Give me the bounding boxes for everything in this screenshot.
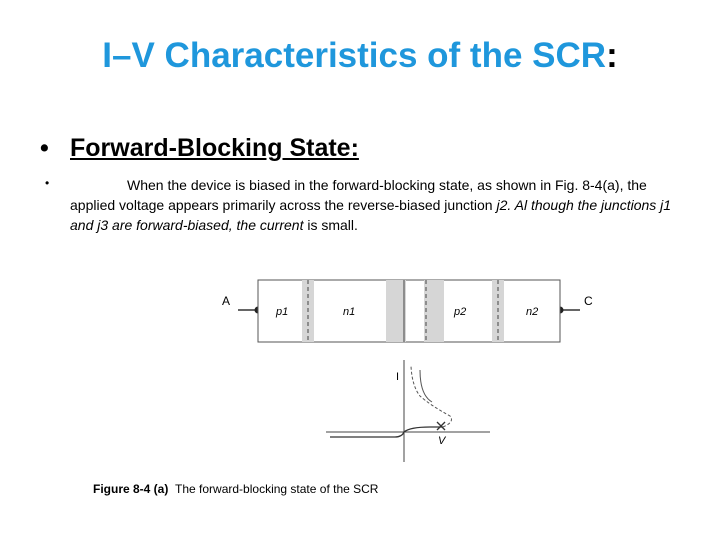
v-axis-label: V [438, 435, 446, 447]
sub-bullet-dot: • [45, 176, 50, 190]
on-state-curve [420, 370, 432, 402]
figure-caption-text: The forward-blocking state of the SCR [175, 482, 379, 496]
title-text: I–V Characteristics of the SCR [102, 36, 607, 75]
paragraph-part-2: is small. [303, 217, 358, 233]
i-axis-label: I [396, 371, 400, 383]
bullet-dot: • [40, 134, 49, 162]
junction-j2-right-region [424, 280, 444, 342]
region-n1: n1 [343, 306, 356, 318]
heading-text: Forward-Blocking State: [70, 134, 359, 162]
reverse-curve [330, 432, 404, 437]
figure-caption [93, 482, 378, 496]
cathode-label: C [584, 294, 593, 308]
breakover-curve [411, 366, 451, 427]
anode-label: A [222, 294, 231, 308]
paragraph-italic: j2. Al though the junctions j1 and j3 are forward-biased, the current [70, 197, 672, 233]
paragraph-part-1: When the device is biased in the forward-blocking state, as shown in Fig. 8-4(a), the applied voltage appears primarily across the reverse-biased junction [70, 177, 647, 213]
region-n2: n2 [526, 306, 539, 318]
figure-number: Figure 8-4 (a) [93, 482, 169, 496]
junction-j2-left-region [386, 280, 406, 342]
title-colon: : [606, 36, 618, 75]
region-p1: p1 [276, 306, 289, 318]
region-p2: p2 [454, 306, 467, 318]
